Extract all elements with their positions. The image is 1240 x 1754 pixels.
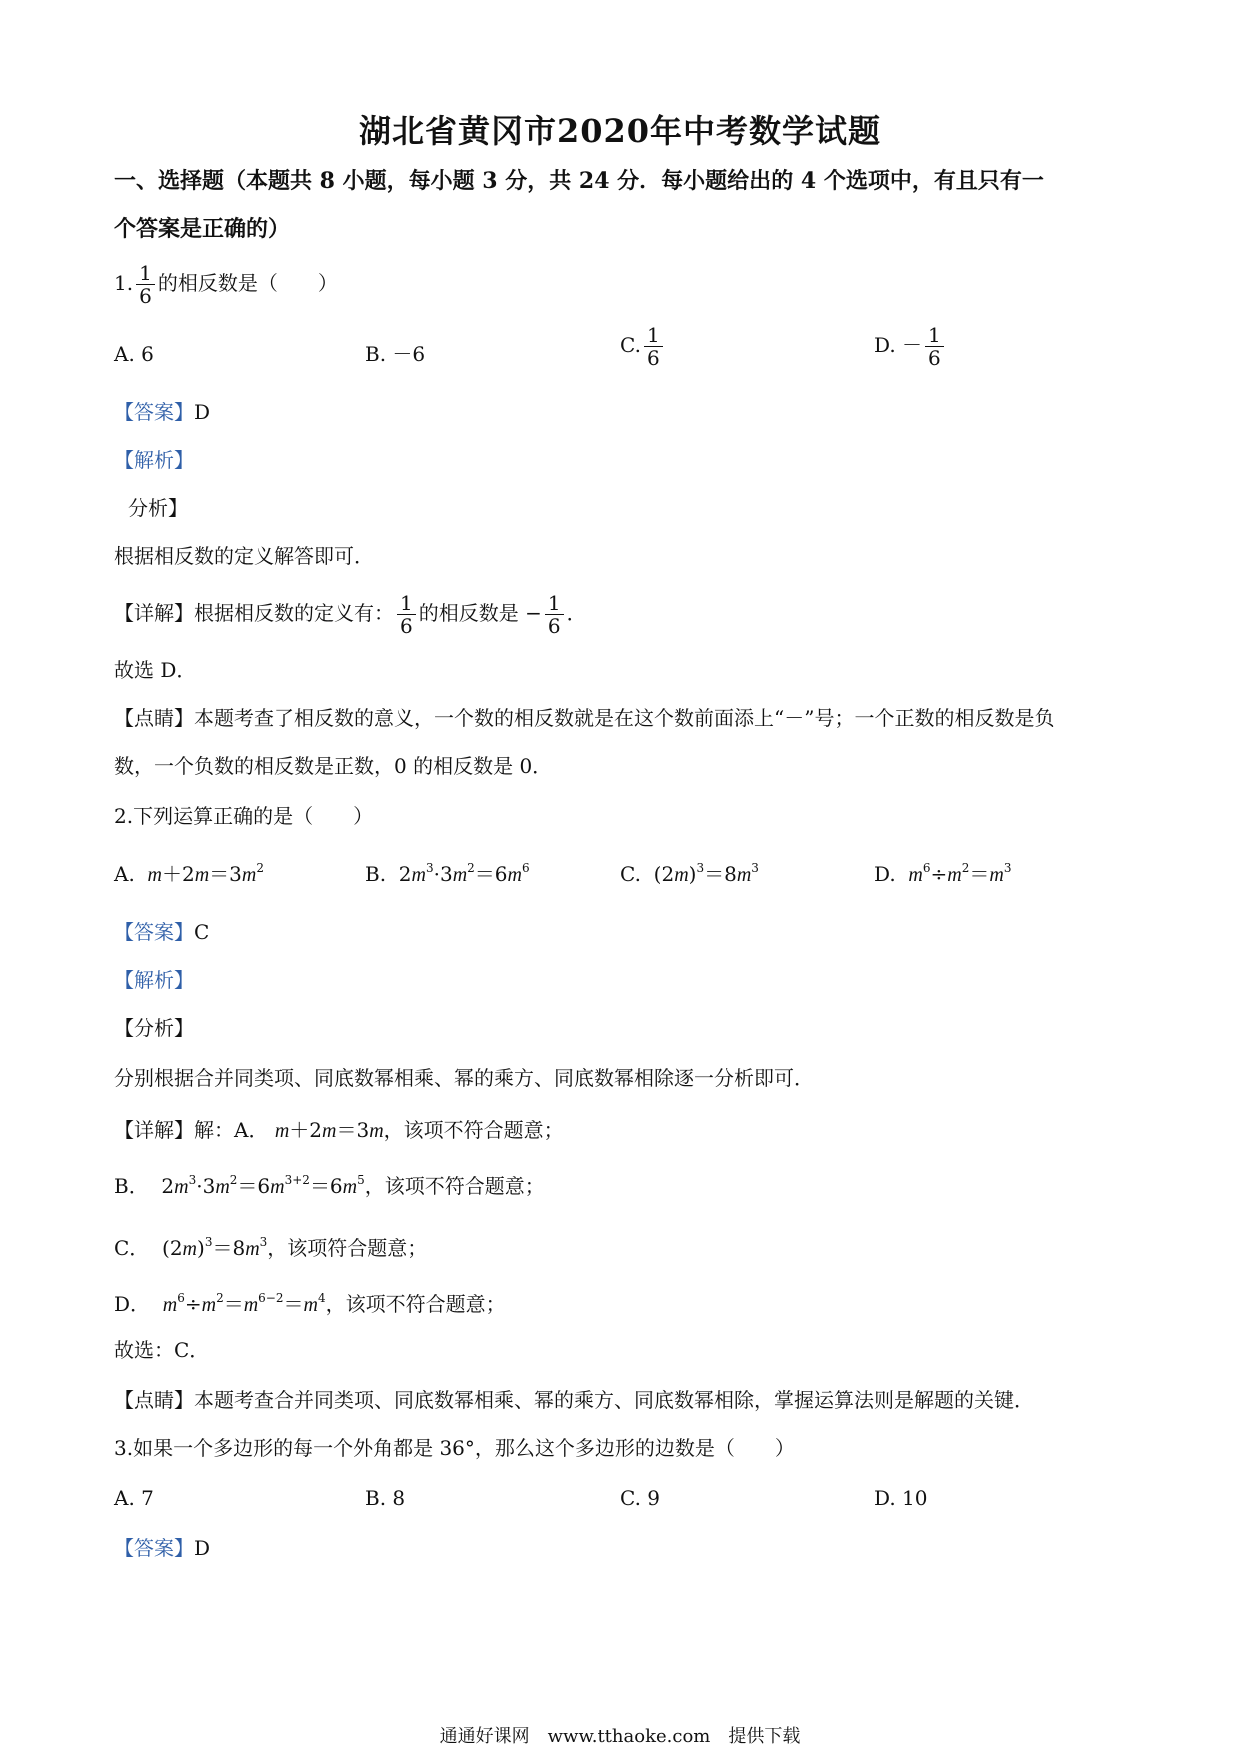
q2-detail-c: C． $(2m)^3=8m^3$，该项符合题意； [114, 1235, 428, 1260]
q1-analysis-label: 【解析】 [114, 448, 194, 472]
q2-dianjing: 【点睛】本题考查合并同类项、同底数幂相乘、幂的乘方、同底数幂相除，掌握运算法则是解题的关键． [114, 1388, 1034, 1412]
section-heading-line2: 个答案是正确的） [114, 216, 291, 242]
q1-dianjing-cont: 数，一个负数的相反数是正数，0 的相反数是 0． [114, 754, 553, 778]
q2-option-d: D. $m^6\div m^2=m^3$ [874, 861, 1012, 886]
q1-fenxi: 根据相反数的定义解答即可． [114, 544, 374, 568]
q3-option-d: D. 10 [874, 1486, 928, 1510]
q2-option-c: C. $(2m)^3=8m^3$ [620, 861, 759, 886]
q3-option-b: B. 8 [365, 1486, 406, 1510]
section-heading-line1: 一、选择题（本题共 8 小题，每小题 3 分，共 24 分．每小题给出的 4 个选项中，有且只有一 [114, 168, 1044, 194]
q2-detail-d: D． $m^6\div m^2=m^{6-2}=m^4$，该项不符合题意； [114, 1291, 506, 1316]
q1-answer: 【答案】D [114, 400, 211, 424]
q3-option-c: C. 9 [620, 1486, 661, 1510]
q2-fenxi-label: 【分析】 [114, 1016, 194, 1040]
q2-detail-b: B． $2m^3\cdot 3m^2=6m^{3+2}=6m^5$，该项不符合题意； [114, 1173, 545, 1198]
q1-option-c: C. $\frac{1}{6}$ [620, 324, 666, 369]
q1-option-b: B. －6 [365, 342, 426, 366]
q1-dianjing: 【点睛】本题考查了相反数的意义，一个数的相反数就是在这个数前面添上“－”号；一个正数的相反数是负 [114, 706, 1055, 730]
q3-stem: 3.如果一个多边形的每一个外角都是 36°，那么这个多边形的边数是（ ） [114, 1436, 795, 1460]
q2-fenxi: 分别根据合并同类项、同底数幂相乘、幂的乘方、同底数幂相除逐一分析即可． [114, 1066, 814, 1090]
q1-option-a: A. 6 [114, 342, 154, 366]
q1-option-d: D. － $\frac{1}{6}$ [874, 324, 947, 369]
q3-answer: 【答案】D [114, 1536, 211, 1560]
q3-option-a: A. 7 [114, 1486, 154, 1510]
q2-answer: 【答案】C [114, 920, 210, 944]
q2-option-b: B. $2m^3\cdot 3m^2=6m^6$ [365, 861, 530, 886]
page-title: 湖北省黄冈市2020年中考数学试题 [358, 112, 882, 150]
q2-analysis-label: 【解析】 [114, 968, 194, 992]
q1-stem: 1. $\frac{1}{6}$ 的相反数是（ ） [114, 261, 338, 308]
fraction: $\frac{1}{6}$ [136, 262, 155, 307]
q2-conclusion: 故选：C． [114, 1338, 210, 1362]
footer-source: 通通好课网 www.tthaoke.com 提供下载 [439, 1726, 801, 1747]
q1-fenxi-label: 分析】 [128, 496, 188, 520]
q1-conclusion: 故选 D． [114, 658, 197, 682]
q1-detail: 【详解】根据相反数的定义有： $\frac{1}{6}$ 的相反数是 − $\frac{1}{6}$ ． [114, 591, 587, 638]
q2-option-a: A. $m+2m=3m^2$ [114, 861, 264, 886]
q2-detail-a: 【详解】解：A． m＋2m＝3m，该项不符合题意； [114, 1118, 564, 1142]
q2-stem: 2.下列运算正确的是（ ） [114, 804, 374, 828]
